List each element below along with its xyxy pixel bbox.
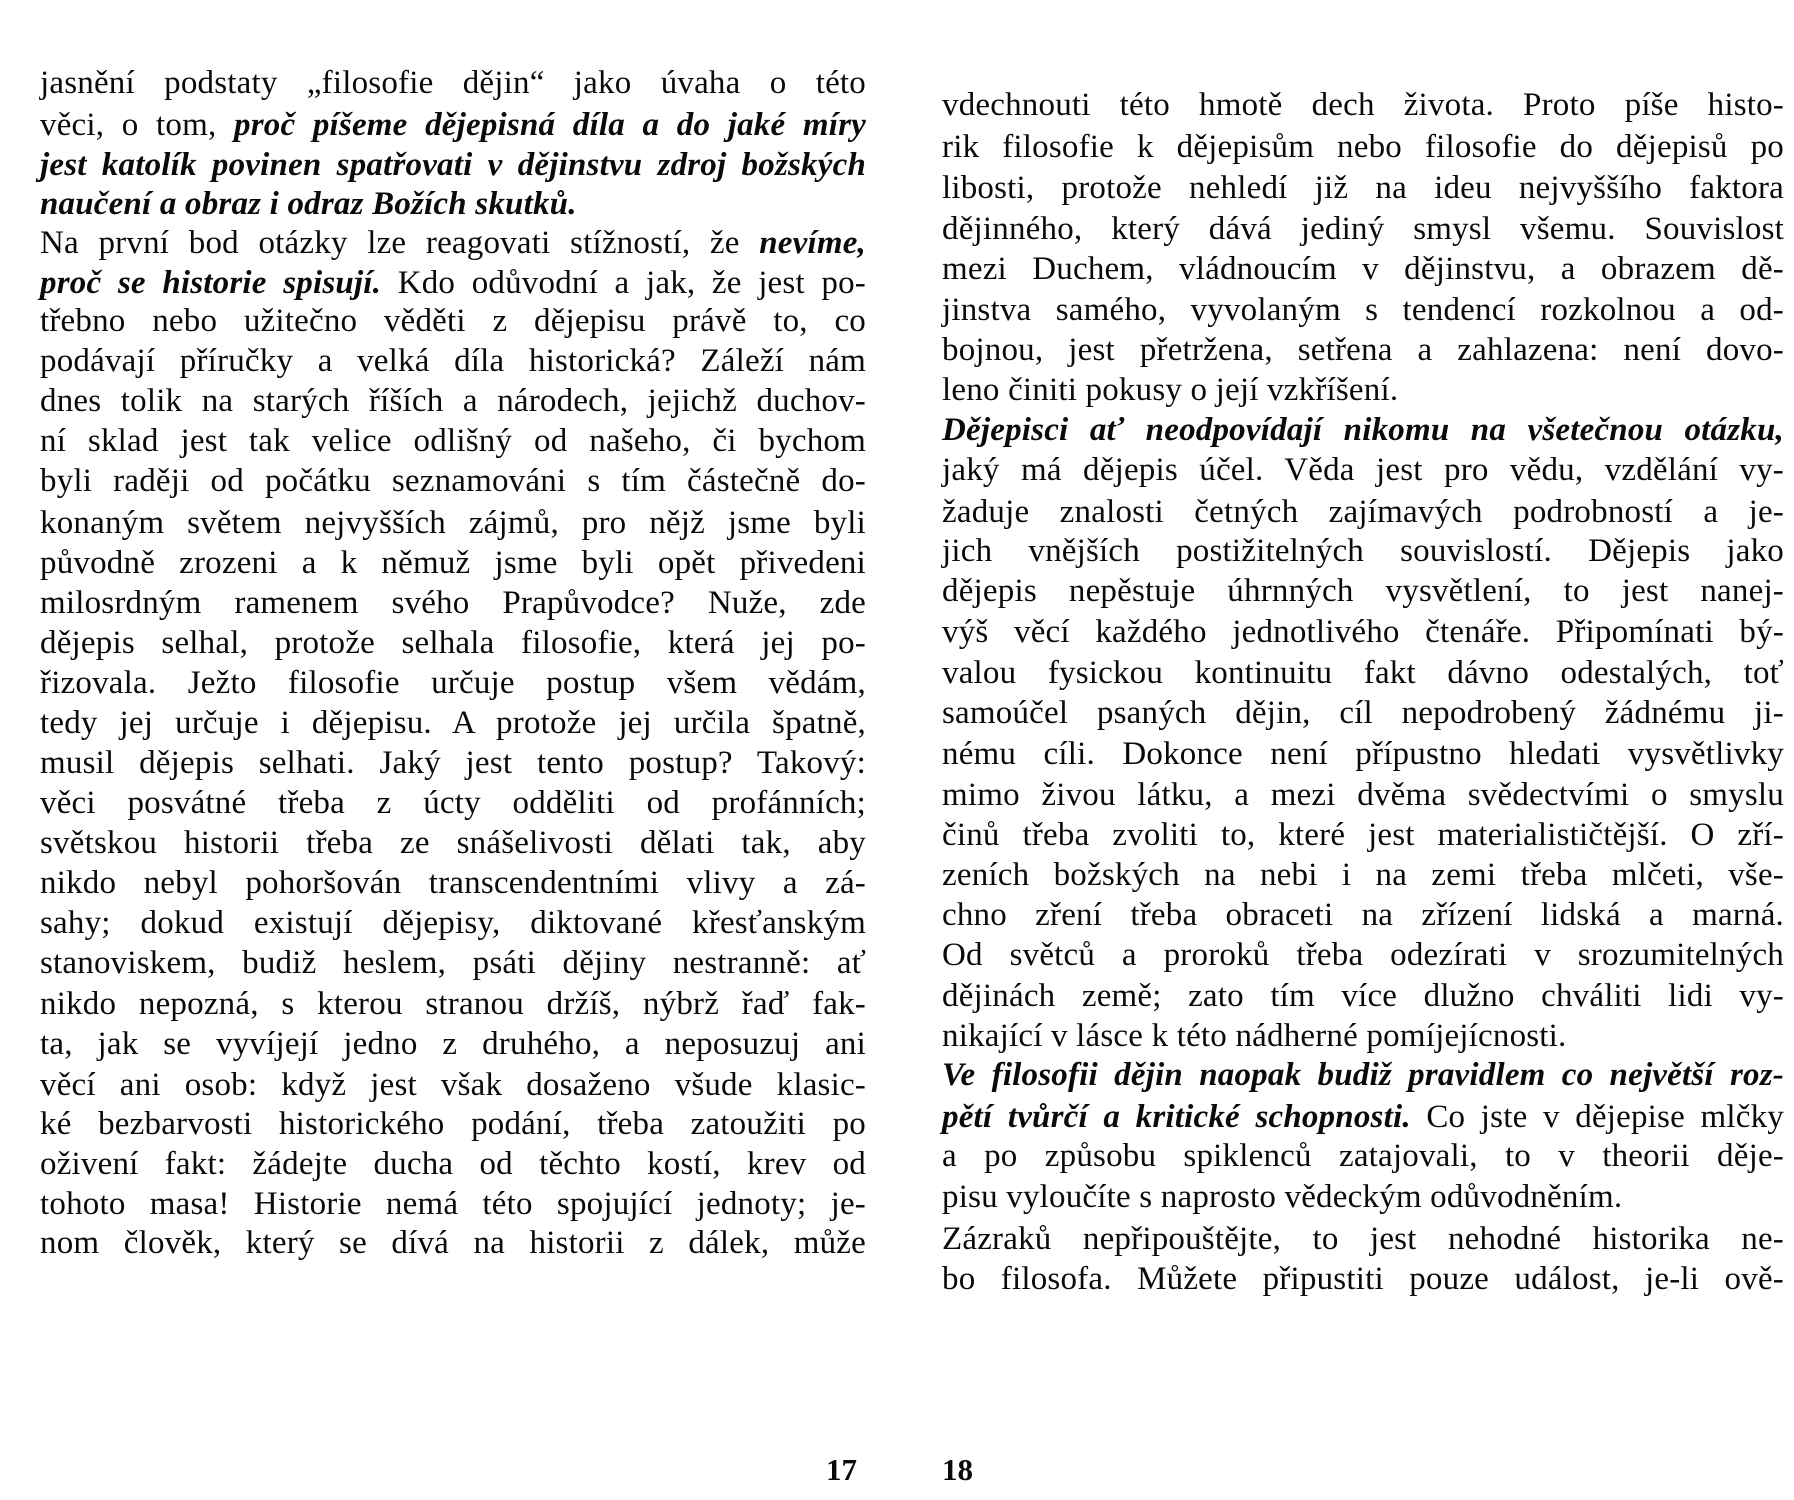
text-line [40,902,866,944]
italic-text: jest katolík povinen spatřovati v dějinstvu zdroj božských [40,147,866,183]
italic-text: pětí tvůrčí a kritické schopnosti. [942,1099,1411,1135]
text-line [942,1135,1784,1177]
text-line [942,1054,1784,1096]
text-segment: Co jste v dějepise mlčky [1410,1099,1784,1135]
text-line [40,460,866,502]
text-segment: nikající v lásce k této nádherné pomíjejícnosti. [942,1018,1567,1054]
text-segment: musil dějepis selhati. Jaký jest tento postup? Takový: [40,745,866,781]
text-segment: třebno nebo užitečno věděti z dějepisu právě to, co [40,303,866,339]
text-segment: byli raději od počátku seznamováni s tím částečně do- [40,463,866,499]
text-segment: dnes tolik na starých říších a národech, jejichž duchov- [40,383,866,419]
text-line [942,692,1784,734]
text-segment: dějinách země; zato tím více dlužno chváliti lidi vy- [942,978,1784,1014]
text-line [942,1258,1784,1300]
text-line [942,814,1784,856]
text-line [942,409,1784,451]
text-segment: Na první bod otázky lze reagovati stížností, že [40,225,760,261]
text-line [40,380,866,422]
text-line [40,340,866,382]
text-line [40,702,866,744]
text-segment: vdechnouti této hmotě dech života. Proto píše histo- [942,87,1784,123]
text-line [942,1096,1784,1138]
text-segment: bo filosofa. Můžete připustiti pouze událost, je-li ově- [942,1261,1784,1297]
text-line [40,742,866,784]
text-line [942,530,1784,572]
text-segment: věci posvátné třeba z úcty odděliti od profánních; [40,785,866,821]
text-segment: konaným světem nejvyšších zájmů, pro nějž jsme byli [40,505,866,541]
text-segment: tedy jej určuje i dějepisu. A protože jej určila špatně, [40,705,866,741]
text-line [942,126,1784,168]
text-line [40,822,866,864]
text-line [40,222,866,264]
text-segment: Zázraků nepřipouštějte, to jest nehodné historika ne- [942,1221,1784,1257]
text-line [942,1176,1784,1218]
text-segment: ta, jak se vyvíjejí jedno z druhého, a neposuzuj ani [40,1026,866,1062]
text-line [942,1218,1784,1260]
text-segment: milosrdným ramenem svého Prapůvodce? Nuže, zde [40,585,866,621]
text-line [942,975,1784,1017]
text-segment: leno činiti pokusy o její vzkříšení. [942,372,1399,408]
italic-text: Dějepisci ať neodpovídají nikomu na všetečnou otázku, [942,412,1784,448]
text-segment: jich vnějších postižitelných souvislostí. Dějepis jako [942,533,1784,569]
text-segment: a po způsobu spiklenců zatajovali, to v theorii děje- [942,1138,1784,1174]
text-line [40,1222,866,1264]
text-segment: podávají příručky a velká díla historická? Záleží nám [40,343,866,379]
text-segment: věcí ani osob: když jest však dosaženo všude klasic- [40,1067,866,1103]
text-segment: mimo živou látku, a mezi dvěma svědectvími o smyslu [942,777,1784,813]
italic-text: proč píšeme dějepisná díla a do jaké míry [234,107,867,143]
text-segment: výš věcí každého jednotlivého čtenáře. Připomínati bý- [942,614,1784,650]
text-line [40,144,866,186]
italic-text: naučení a obraz i odraz Božích skutků. [40,186,577,222]
text-segment: zeních božských na nebi i na zemi třeba mlčeti, vše- [942,857,1784,893]
text-line [942,208,1784,250]
text-line [40,862,866,904]
text-segment: nému cíli. Dokonce není přípustno hledati vysvětlivky [942,736,1784,772]
text-segment: jaký má dějepis účel. Věda jest pro vědu, vzdělání vy- [942,452,1784,488]
text-segment: mezi Duchem, vládnoucím v dějinstvu, a obrazem dě- [942,251,1784,287]
text-line [40,104,866,146]
text-line [942,1015,1784,1057]
text-segment: libosti, protože nehledí již na ideu nejvyššího faktora [942,170,1784,206]
text-line [40,782,866,824]
text-segment: původně zrozeni a k němuž jsme byli opět přivedeni [40,545,866,581]
text-line [40,983,866,1025]
left-page [0,0,867,1500]
text-line [942,570,1784,612]
text-line [40,1143,866,1185]
text-segment: ké bezbarvosti historického podání, třeba zatoužiti po [40,1106,866,1142]
text-segment: dějinného, který dává jediný smysl všemu. Souvislost [942,211,1784,247]
text-segment: žaduje znalosti četných zajímavých podrobností a je- [942,494,1784,530]
text-line [942,167,1784,209]
text-segment: pisu vyloučíte s naprosto vědeckým odůvodněním. [942,1179,1623,1215]
text-line [942,854,1784,896]
page-number: 18 [942,1452,973,1487]
text-segment: nikdo nepozná, s kterou stranou držíš, nýbrž řaď fak- [40,986,866,1022]
text-segment: řizovala. Ježto filosofie určuje postup všem vědám, [40,665,866,701]
italic-text: Ve filosofii dějin naopak budiž pravidlem co největší roz- [942,1057,1784,1093]
text-line [942,248,1784,290]
text-line [942,84,1784,126]
text-segment: samoúčel psaných dějin, cíl nepodrobený žádnému ji- [942,695,1784,731]
text-line [942,733,1784,775]
text-segment: chno zření třeba obraceti na zřízení lidská a marná. [942,897,1784,933]
text-line [942,652,1784,694]
text-line [942,289,1784,331]
text-line [942,611,1784,653]
text-segment: tohoto masa! Historie nemá této spojující jednoty; je- [40,1186,866,1222]
text-line [942,774,1784,816]
text-line [40,62,866,104]
text-segment: rik filosofie k dějepisům nebo filosofie do dějepisů po [942,129,1784,165]
text-line [40,420,866,462]
text-segment: Kdo odůvodní a jak, že jest po- [381,265,866,301]
text-line [40,262,866,304]
text-line [40,582,866,624]
text-segment: věci, o tom, [40,107,234,143]
italic-text: nevíme, [759,225,866,261]
text-segment: činů třeba zvoliti to, které jest materialističtější. O zří- [942,817,1784,853]
text-line [942,894,1784,936]
text-line [40,502,866,544]
text-segment: Od světců a proroků třeba odezírati v srozumitelných [942,937,1784,973]
text-line [40,662,866,704]
text-segment: dějepis nepěstuje úhrnných vysvětlení, to jest nanej- [942,573,1784,609]
text-line [40,622,866,664]
text-segment: nikdo nebyl pohoršován transcendentními vlivy a zá- [40,865,866,901]
text-segment: dějepis selhal, protože selhala filosofie, která jej po- [40,625,866,661]
text-line [40,942,866,984]
text-line [942,369,1784,411]
text-segment: oživení fakt: žádejte ducha od těchto kostí, krev od [40,1146,866,1182]
text-segment: sahy; dokud existují dějepisy, diktované křesťanským [40,905,866,941]
text-segment: jasnění podstaty „filosofie dějin“ jako úvaha o této [40,65,866,101]
text-line [942,329,1784,371]
text-line [942,491,1784,533]
text-line [40,1103,866,1145]
italic-text: proč se historie spisují. [40,265,382,301]
text-line [40,542,866,584]
text-line [40,1183,866,1225]
text-line [942,449,1784,491]
text-segment: světskou historii třeba ze snášelivosti dělati tak, aby [40,825,866,861]
text-segment: bojnou, jest přetržena, setřena a zahlazena: není dovo- [942,332,1784,368]
page-number: 17 [826,1452,857,1487]
text-line [40,1023,866,1065]
text-line [40,183,866,225]
text-line [40,300,866,342]
text-segment: ní sklad jest tak velice odlišný od našeho, či bychom [40,423,866,459]
text-line [40,1064,866,1106]
text-segment: nom člověk, který se dívá na historii z dálek, může [40,1225,866,1261]
text-segment: jinstva samého, vyvolaným s tendencí rozkolnou a od- [942,292,1784,328]
text-segment: stanoviskem, budiž heslem, psáti dějiny nestranně: ať [40,945,866,981]
text-line [942,934,1784,976]
right-page [934,0,1794,1500]
text-segment: valou fysickou kontinuitu fakt dávno odestalých, toť [942,655,1784,691]
